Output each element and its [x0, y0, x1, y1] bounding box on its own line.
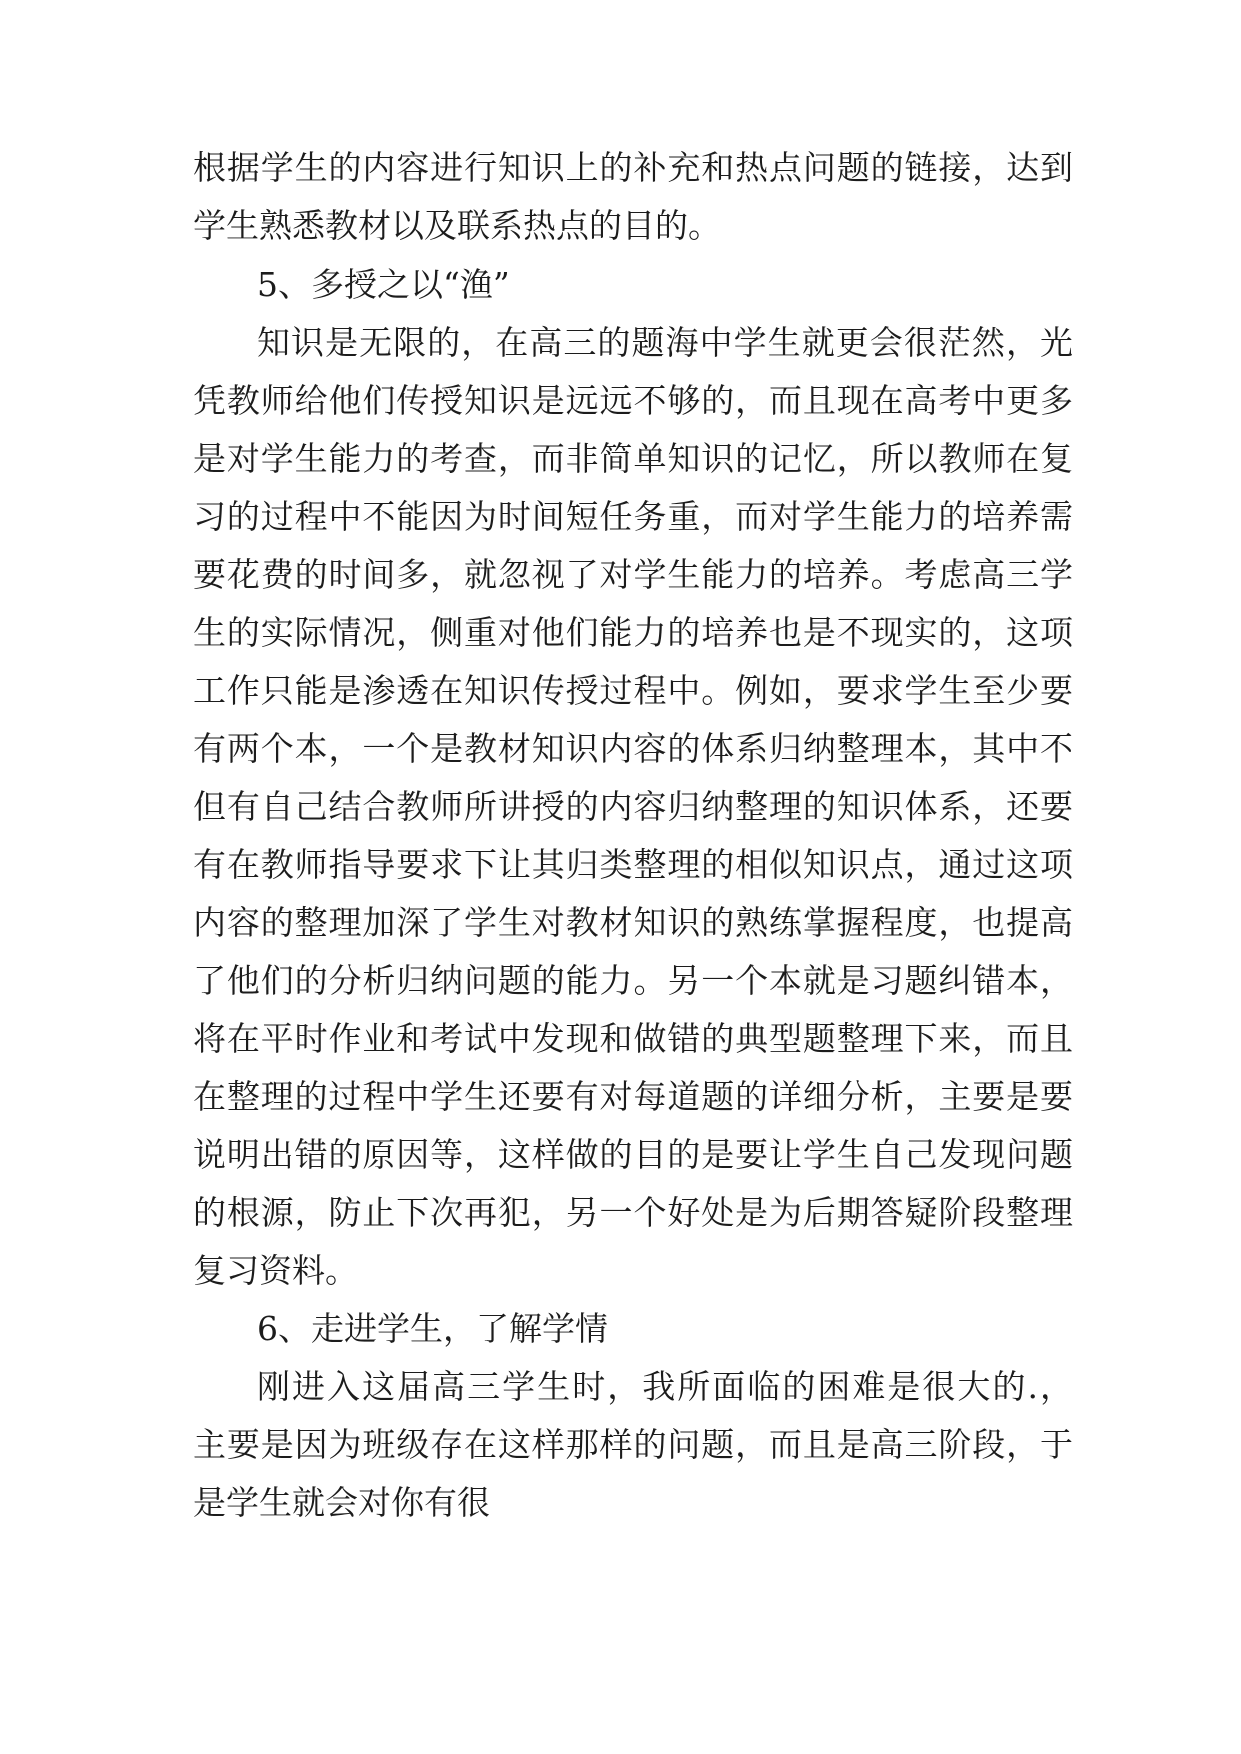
text-line: 根据学生的内容进行知识上的补充和热点问题的链接，达到 — [193, 148, 1073, 187]
text-line: 但有自己结合教师所讲授的内容归纳整理的知识体系，还要 — [193, 787, 1073, 826]
text-line: 主要是因为班级存在这样那样的问题，而且是高三阶段，于 — [193, 1425, 1073, 1464]
text-line: 有两个本，一个是教材知识内容的体系归纳整理本，其中不 — [193, 729, 1073, 768]
text-line: 凭教师给他们传授知识是远远不够的，而且现在高考中更多 — [193, 381, 1073, 420]
text-line: 复习资料。 — [193, 1251, 358, 1290]
text-line: 是对学生能力的考查，而非简单知识的记忆，所以教师在复 — [193, 439, 1073, 478]
text-line: 在整理的过程中学生还要有对每道题的详细分析，主要是要 — [193, 1077, 1073, 1116]
text-line: 学生熟悉教材以及联系热点的目的。 — [193, 206, 721, 245]
text-line: 习的过程中不能因为时间短任务重，而对学生能力的培养需 — [193, 497, 1073, 536]
text-line: 内容的整理加深了学生对教材知识的熟练掌握程度，也提高 — [193, 903, 1073, 942]
text-line: 要花费的时间多，就忽视了对学生能力的培养。考虑高三学 — [193, 555, 1073, 594]
text-line: 有在教师指导要求下让其归类整理的相似知识点，通过这项 — [193, 845, 1073, 884]
text-line: 是学生就会对你有很 — [193, 1483, 490, 1522]
text-line: 了他们的分析归纳问题的能力。另一个本就是习题纠错本， — [193, 961, 1073, 1000]
text-line: 生的实际情况，侧重对他们能力的培养也是不现实的，这项 — [193, 613, 1073, 652]
section-heading: 6、走进学生，了解学情 — [257, 1309, 608, 1348]
text-line: 刚进入这届高三学生时，我所面临的困难是很大的.， — [257, 1367, 1073, 1406]
section-heading: 5、多授之以“渔” — [257, 265, 510, 304]
text-line: 知识是无限的，在高三的题海中学生就更会很茫然，光 — [257, 323, 1073, 362]
text-line: 的根源，防止下次再犯，另一个好处是为后期答疑阶段整理 — [193, 1193, 1073, 1232]
text-line: 工作只能是渗透在知识传授过程中。例如，要求学生至少要 — [193, 671, 1073, 710]
text-line: 将在平时作业和考试中发现和做错的典型题整理下来，而且 — [193, 1019, 1073, 1058]
text-line: 说明出错的原因等，这样做的目的是要让学生自己发现问题 — [193, 1135, 1073, 1174]
